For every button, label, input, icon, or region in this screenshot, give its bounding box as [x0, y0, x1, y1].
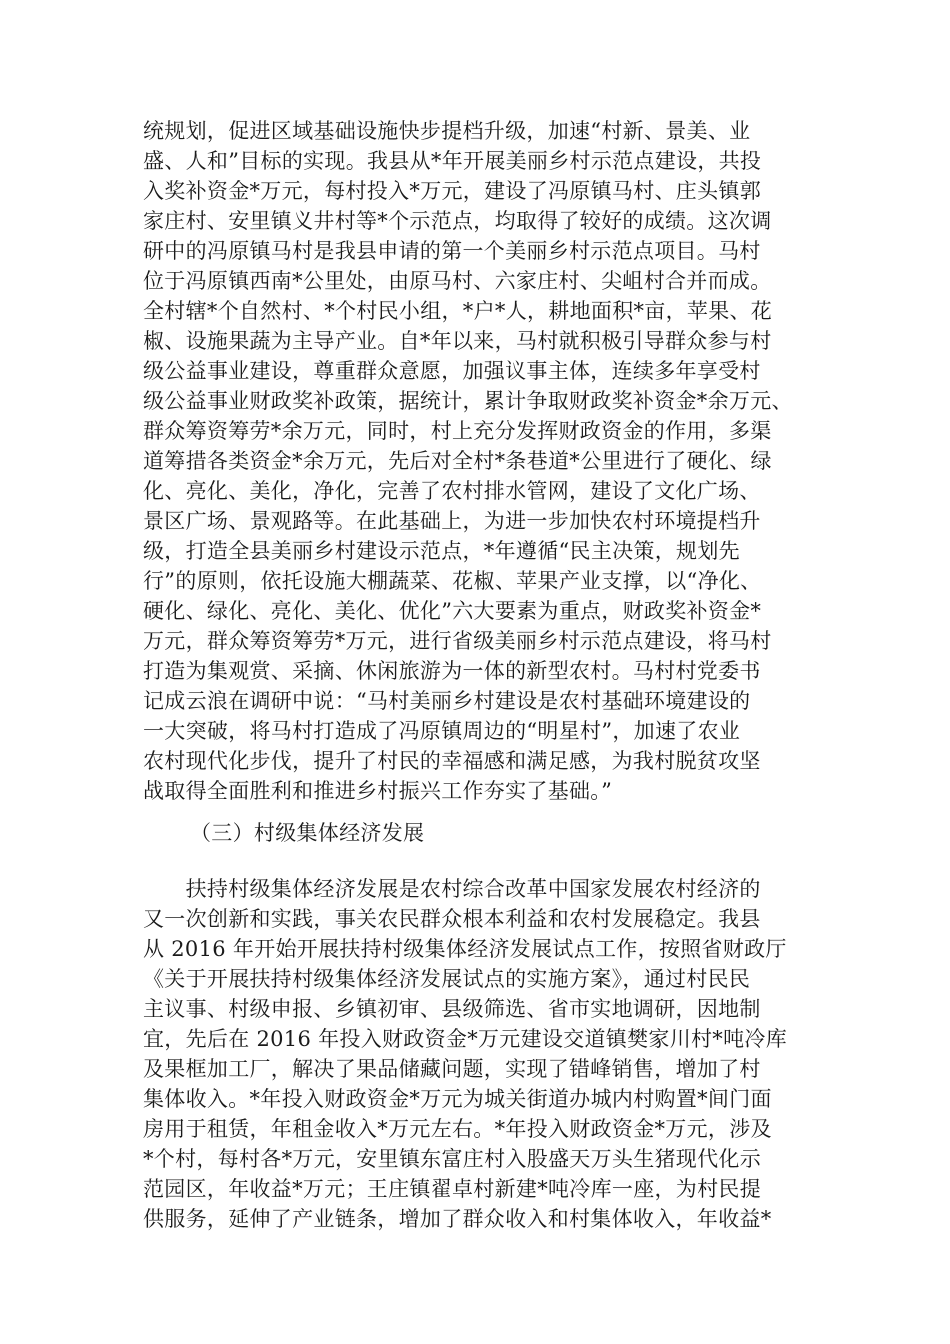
text-line: 打造为集观赏、采摘、休闲旅游为一体的新型农村。马村村党委书 [143, 659, 761, 683]
text-line: 一大突破，将马村打造成了冯原镇周边的“明星村”，加速了农业 [143, 719, 741, 743]
text-line: 房用于租赁，年租金收入*万元左右。*年投入财政资金*万元，涉及 [143, 1117, 772, 1141]
paragraph-collective-economy [143, 874, 833, 1234]
text-line: 行”的原则，依托设施大棚蔬菜、花椒、苹果产业支撑，以“净化、 [143, 569, 762, 593]
text-line: 主议事、村级申报、乡镇初审、县级筛选、省市实地调研，因地制 [143, 997, 761, 1021]
text-line: 供服务，延伸了产业链条，增加了群众收入和村集体收入，年收益* [143, 1207, 772, 1231]
text-line: 记成云浪在调研中说：“马村美丽乡村建设是农村基础环境建设的 [143, 689, 751, 713]
text-line: 战取得全面胜利和推进乡村振兴工作夯实了基础。” [143, 779, 613, 803]
text-line: 硬化、绿化、亮化、美化、优化”六大要素为重点，财政奖补资金* [143, 599, 762, 623]
text-line: 级，打造全县美丽乡村建设示范点，*年遵循“民主决策，规划先 [143, 539, 740, 563]
text-line: 农村现代化步伐，提升了村民的幸福感和满足感，为我村脱贫攻坚 [143, 749, 761, 773]
text-line: 化、亮化、美化，净化，完善了农村排水管网，建设了文化广场、 [143, 479, 761, 503]
text-line: 扶持村级集体经济发展是农村综合改革中国家发展农村经济的 [143, 877, 761, 901]
section-heading: （三）村级集体经济发展 [190, 821, 425, 845]
paragraph-beautiful-village [143, 116, 833, 806]
text-line: *个村，每村各*万元，安里镇东富庄村入股盛天万头生猪现代化示 [143, 1147, 761, 1171]
text-line: 全村辖*个自然村、*个村民小组，*户*人，耕地面积*亩，苹果、花 [143, 299, 773, 323]
text-line: 群众筹资筹劳*余万元，同时，村上充分发挥财政资金的作用，多渠 [143, 419, 772, 443]
text-line: 从 2016 年开始开展扶持村级集体经济发展试点工作，按照省财政厅 [143, 937, 787, 961]
text-line: 宜，先后在 2016 年投入财政资金*万元建设交道镇樊家川村*吨冷库 [143, 1027, 787, 1051]
text-line: 统规划，促进区域基础设施快步提档升级，加速“村新、景美、业 [143, 119, 751, 143]
text-line: 盛、人和”目标的实现。我县从*年开展美丽乡村示范点建设，共投 [143, 149, 762, 173]
text-line: 道筹措各类资金*余万元，先后对全村*条巷道*公里进行了硬化、绿 [143, 449, 772, 473]
text-line: 集体收入。*年投入财政资金*万元为城关街道办城内村购置*间门面 [143, 1087, 772, 1111]
text-line: 又一次创新和实践，事关农民群众根本利益和农村发展稳定。我县 [143, 907, 761, 931]
text-line: 椒、设施果蔬为主导产业。自*年以来，马村就积极引导群众参与村 [143, 329, 772, 353]
text-line: 入奖补资金*万元，每村投入*万元，建设了冯原镇马村、庄头镇郭 [143, 179, 761, 203]
text-line: 级公益事业财政奖补政策，据统计，累计争取财政奖补资金*余万元、 [143, 389, 793, 413]
text-line: 位于冯原镇西南*公里处，由原马村、六家庄村、尖岨村合并而成。 [143, 269, 772, 293]
text-line: 研中的冯原镇马村是我县申请的第一个美丽乡村示范点项目。马村 [143, 239, 761, 263]
text-line: 景区广场、景观路等。在此基础上，为进一步加快农村环境提档升 [143, 509, 761, 533]
text-line: 《关于开展扶持村级集体经济发展试点的实施方案》，通过村民民 [143, 967, 751, 991]
text-line: 及果框加工厂，解决了果品储藏问题，实现了错峰销售，增加了村 [143, 1057, 761, 1081]
text-line: 家庄村、安里镇义井村等*个示范点，均取得了较好的成绩。这次调 [143, 209, 772, 233]
text-line: 范园区，年收益*万元；王庄镇翟卓村新建*吨冷库一座，为村民提 [143, 1177, 761, 1201]
text-line: 级公益事业建设，尊重群众意愿，加强议事主体，连续多年享受村 [143, 359, 761, 383]
text-line: 万元，群众筹资筹劳*万元，进行省级美丽乡村示范点建设，将马村 [143, 629, 772, 653]
